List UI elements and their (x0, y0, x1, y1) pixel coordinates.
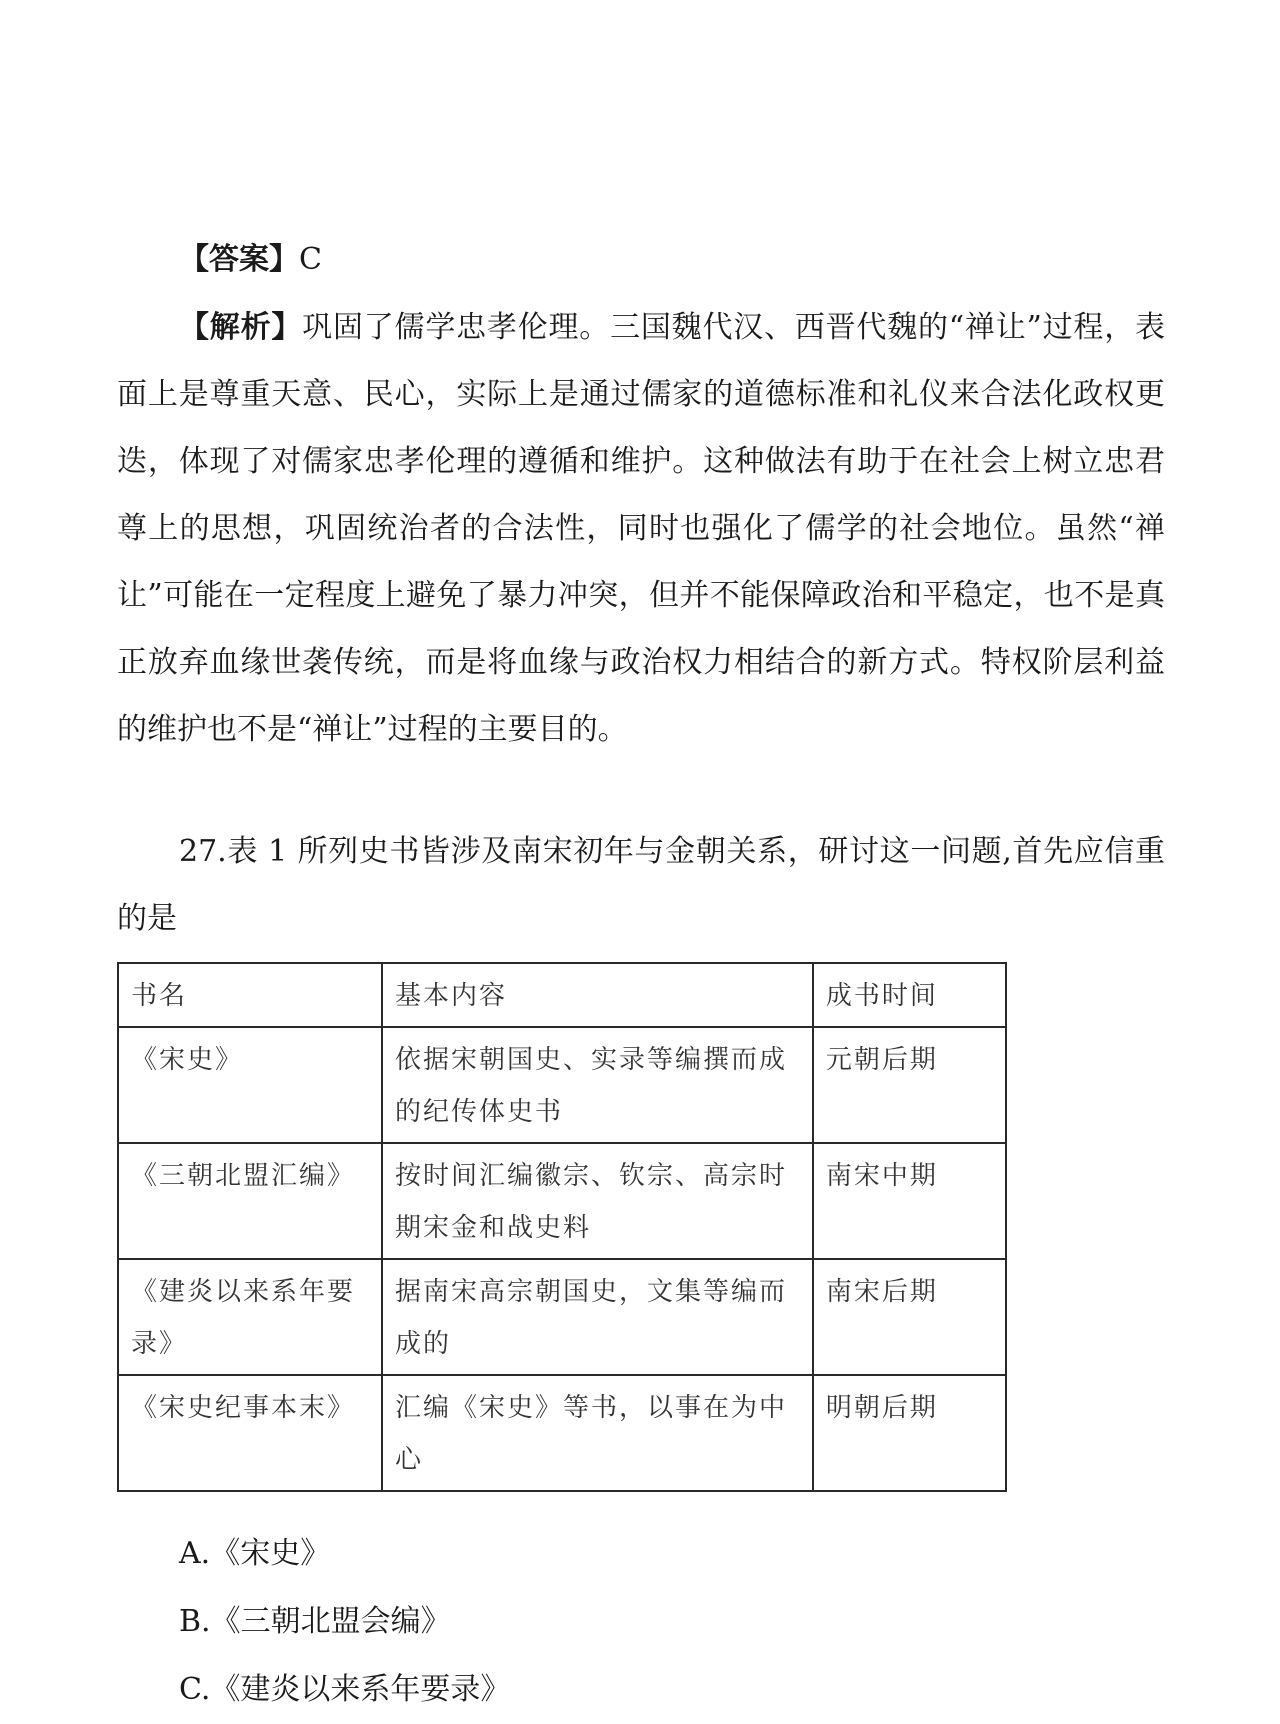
history-books-table (117, 962, 1007, 1492)
table-row (118, 1027, 1006, 1143)
book-time-cell: 南宋后期 (813, 1259, 1006, 1375)
question-stem: 27.表 1 所列史书皆涉及南宋初年与金朝关系，研讨这一问题,首先应信重的是 (117, 834, 1165, 936)
analysis-label: 【解析】 (179, 310, 303, 345)
book-name-cell: 《三朝北盟汇编》 (118, 1143, 382, 1259)
table-row (118, 1375, 1006, 1491)
analysis-paragraph (117, 294, 1165, 763)
book-name-cell: 《宋史纪事本末》 (118, 1375, 382, 1491)
book-name-cell: 《建炎以来系年要录》 (118, 1259, 382, 1375)
table-row (118, 1259, 1006, 1375)
table-header-cell: 成书时间 (813, 963, 1006, 1027)
book-time-cell: 明朝后期 (813, 1375, 1006, 1491)
book-time-cell: 元朝后期 (813, 1027, 1006, 1143)
table-header-cell: 基本内容 (382, 963, 813, 1027)
book-content-cell: 汇编《宋史》等书，以事在为中心 (382, 1375, 813, 1491)
book-time-cell: 南宋中期 (813, 1143, 1006, 1259)
book-content-cell: 据南宋高宗朝国史，文集等编而成的 (382, 1259, 813, 1375)
book-name-cell: 《宋史》 (118, 1027, 382, 1143)
table-header-cell: 书名 (118, 963, 382, 1027)
book-content-cell: 按时间汇编徽宗、钦宗、高宗时期宋金和战史料 (382, 1143, 813, 1259)
document-page (117, 226, 1165, 1724)
answer-options (179, 1520, 1165, 1724)
table-header-row (118, 963, 1006, 1027)
answer-line (179, 226, 1165, 294)
answer-label: 【答案】 (179, 242, 299, 277)
option-c: C.《建炎以来系年要录》 (179, 1672, 511, 1707)
answer-value: C (299, 242, 322, 277)
table-row (118, 1143, 1006, 1259)
option-a: A.《宋史》 (179, 1536, 331, 1571)
analysis-text: 巩固了儒学忠孝伦理。三国魏代汉、西晋代魏的“禅让”过程，表面上是尊重天意、民心，实际上是通过儒家的道德标准和礼仪来合法化政权更迭，体现了对儒家忠孝伦理的遵循和维护。这种做法有助于在社会上树立忠君尊上的思想，巩固统治者的合法性，同时也强化了儒学的社会地位。虽然“禅让”可能在一定程度上避免了暴力冲突，但并不能保障政治和平稳定，也不是真正放弃血缘世袭传统，而是将血缘与政治权力相结合的新方式。特权阶层利益的维护也不是“禅让”过程的主要目的。 (117, 310, 1165, 747)
book-content-cell: 依据宋朝国史、实录等编撰而成的纪传体史书 (382, 1027, 813, 1143)
option-b: B.《三朝北盟会编》 (179, 1604, 451, 1639)
